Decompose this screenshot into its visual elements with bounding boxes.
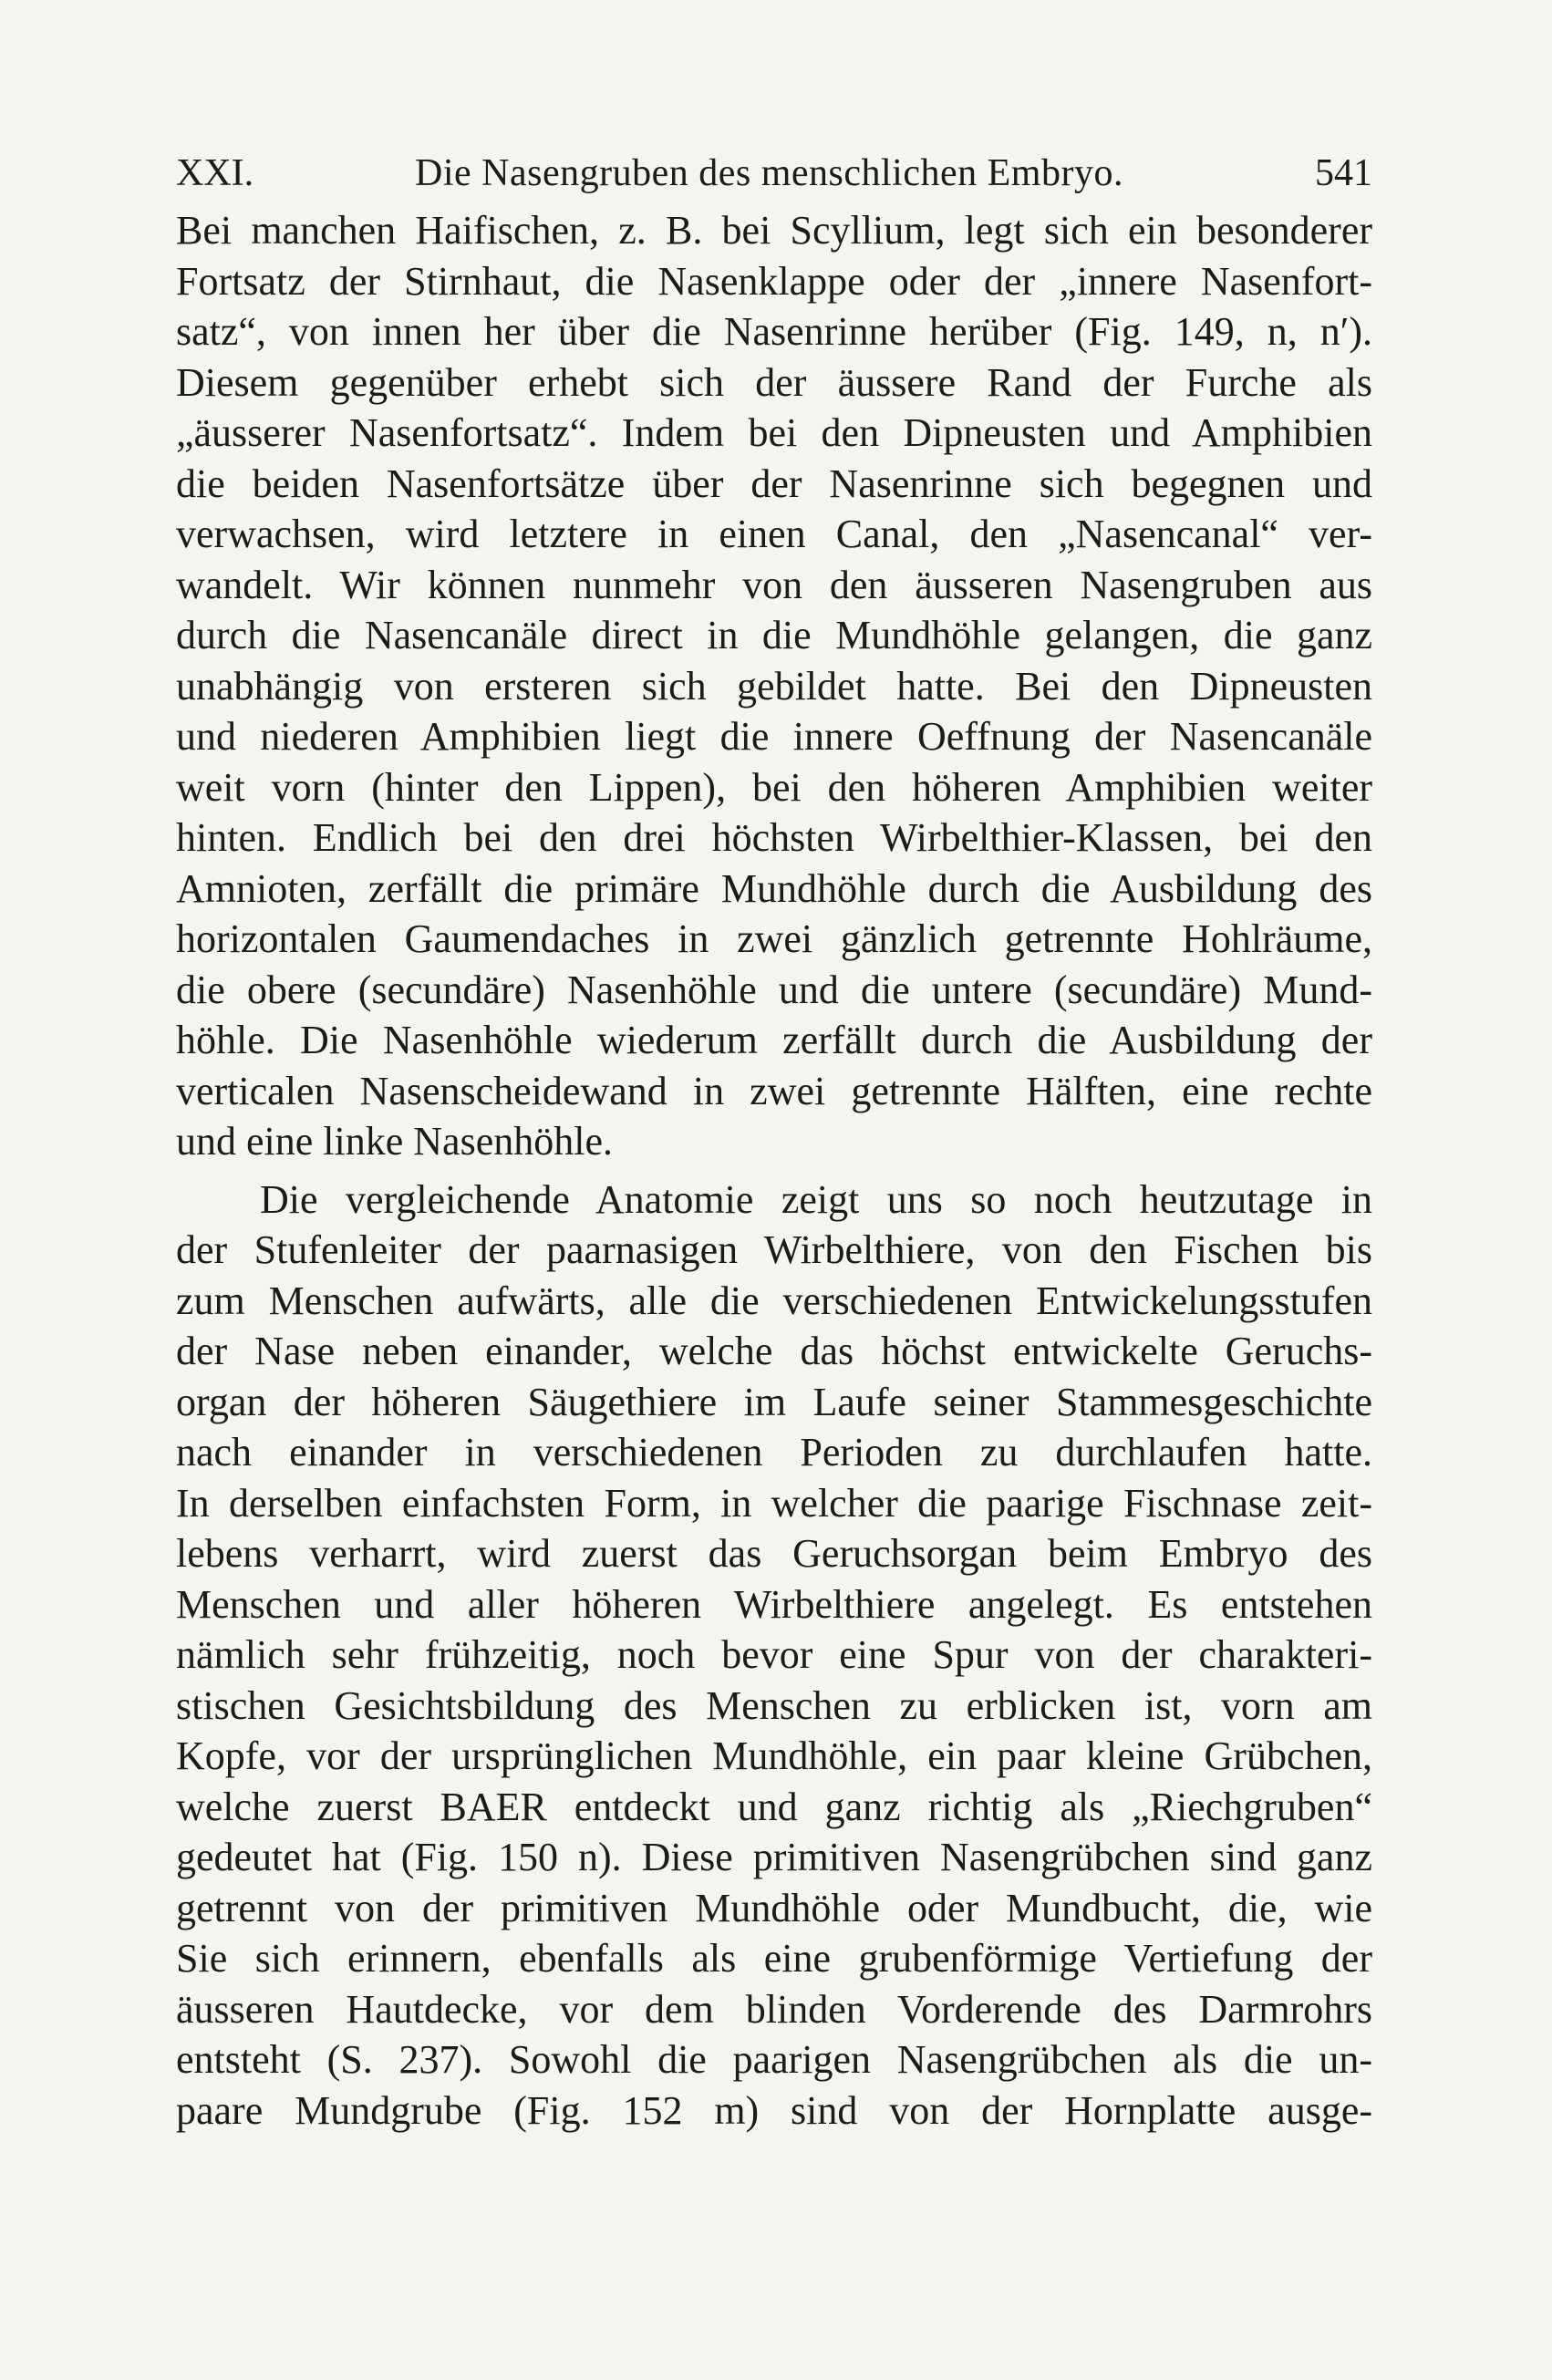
- text-line: Menschen und aller höheren Wirbelthiere angelegt. Es entstehen: [176, 1581, 1372, 1627]
- text-line: durch die Nasencanäle direct in die Mundhöhle gelangen, die ganz: [176, 613, 1372, 657]
- text-line: und niederen Amphibien liegt die innere Oeffnung der Nasencanäle: [176, 714, 1372, 759]
- text-line: der Nase neben einander, welche das höchst entwickelte Geruchs-: [176, 1329, 1372, 1373]
- text-line: der Stufenleiter der paarnasigen Wirbelthiere, von den Fischen bis: [176, 1227, 1372, 1272]
- text-line: die obere (secundäre) Nasenhöhle und die untere (secundäre) Mund-: [176, 967, 1372, 1012]
- paragraph-2: [176, 1174, 1372, 2137]
- text-line: Kopfe, vor der ursprünglichen Mundhöhle, ein paar kleine Grübchen,: [176, 1733, 1372, 1778]
- text-line: hinten. Endlich bei den drei höchsten Wirbelthier-Klassen, bei den: [176, 815, 1372, 860]
- text-line: nämlich sehr frühzeitig, noch bevor eine Spur von der charakteri-: [176, 1632, 1372, 1677]
- text-line: verwachsen, wird letztere in einen Canal, den „Nasencanal“ ver-: [176, 512, 1372, 556]
- text-line: lebens verharrt, wird zuerst das Geruchsorgan beim Embryo des: [176, 1531, 1372, 1576]
- text-line: satz“, von innen her über die Nasenrinne herüber (Fig. 149, n, n′).: [176, 309, 1372, 354]
- text-line: zum Menschen aufwärts, alle die verschiedenen Entwickelungsstufen: [176, 1278, 1372, 1323]
- page-header: [176, 146, 1372, 201]
- chapter-number: XXI.: [176, 152, 254, 194]
- text-line: welche zuerst BAER entdeckt und ganz richtig als „Riechgruben“: [176, 1784, 1372, 1829]
- text-line: Sie sich erinnern, ebenfalls als eine grubenförmige Vertiefung der: [176, 1936, 1372, 1981]
- text-line: Amnioten, zerfällt die primäre Mundhöhle durch die Ausbildung des: [176, 865, 1372, 911]
- text-line: „äusserer Nasenfortsatz“. Indem bei den Dipneusten und Amphibien: [176, 410, 1372, 455]
- text-line: weit vorn (hinter den Lippen), bei den höheren Amphibien weiter: [176, 764, 1372, 810]
- text-line: höhle. Die Nasenhöhle wiederum zerfällt durch die Ausbildung der: [176, 1018, 1372, 1062]
- text-line: wandelt. Wir können nunmehr von den äusseren Nasengruben aus: [176, 562, 1372, 607]
- text-line: In derselben einfachsten Form, in welcher die paarige Fischnase zeit-: [176, 1480, 1372, 1526]
- text-line: Bei manchen Haifischen, z. B. bei Scyllium, legt sich ein besonderer: [176, 208, 1372, 253]
- text-line: unabhängig von ersteren sich gebildet hatte. Bei den Dipneusten: [176, 663, 1372, 709]
- text-line: horizontalen Gaumendaches in zwei gänzlich getrennte Hohlräume,: [176, 916, 1372, 961]
- text-line: Diesem gegenüber erhebt sich der äussere Rand der Furche als: [176, 359, 1372, 405]
- text-line: organ der höheren Säugethiere im Laufe seiner Stammesgeschichte: [176, 1379, 1372, 1424]
- text-line: verticalen Nasenscheidewand in zwei getrennte Hälften, eine rechte: [176, 1068, 1372, 1113]
- text-line: Die vergleichende Anatomie zeigt uns so noch heutzutage in: [260, 1176, 1372, 1222]
- text-line: gedeutet hat (Fig. 150 n). Diese primitiven Nasengrübchen sind ganz: [176, 1835, 1372, 1879]
- running-title: Die Nasengruben des menschlichen Embryo.: [415, 152, 1123, 194]
- paragraph-1: [176, 205, 1372, 1167]
- text-line: Fortsatz der Stirnhaut, die Nasenklappe oder der „innere Nasenfort-: [176, 258, 1372, 304]
- text-line: paare Mundgrube (Fig. 152 m) sind von der Hornplatte ausge-: [176, 2087, 1372, 2133]
- text-line: stischen Gesichtsbildung des Menschen zu erblicken ist, vorn am: [176, 1682, 1372, 1728]
- text-line: getrennt von der primitiven Mundhöhle oder Mundbucht, die, wie: [176, 1885, 1372, 1930]
- text-line: nach einander in verschiedenen Perioden zu durchlaufen hatte.: [176, 1430, 1372, 1475]
- text-line: äusseren Hautdecke, vor dem blinden Vorderende des Darmrohrs: [176, 1986, 1372, 2032]
- text-line: und eine linke Nasenhöhle.: [176, 1119, 613, 1164]
- body-text: [176, 205, 1372, 2136]
- text-line: entsteht (S. 237). Sowohl die paarigen Nasengrübchen als die un-: [176, 2037, 1372, 2082]
- page-number: 541: [1315, 152, 1372, 194]
- text-line: die beiden Nasenfortsätze über der Nasenrinne sich begegnen und: [176, 460, 1372, 506]
